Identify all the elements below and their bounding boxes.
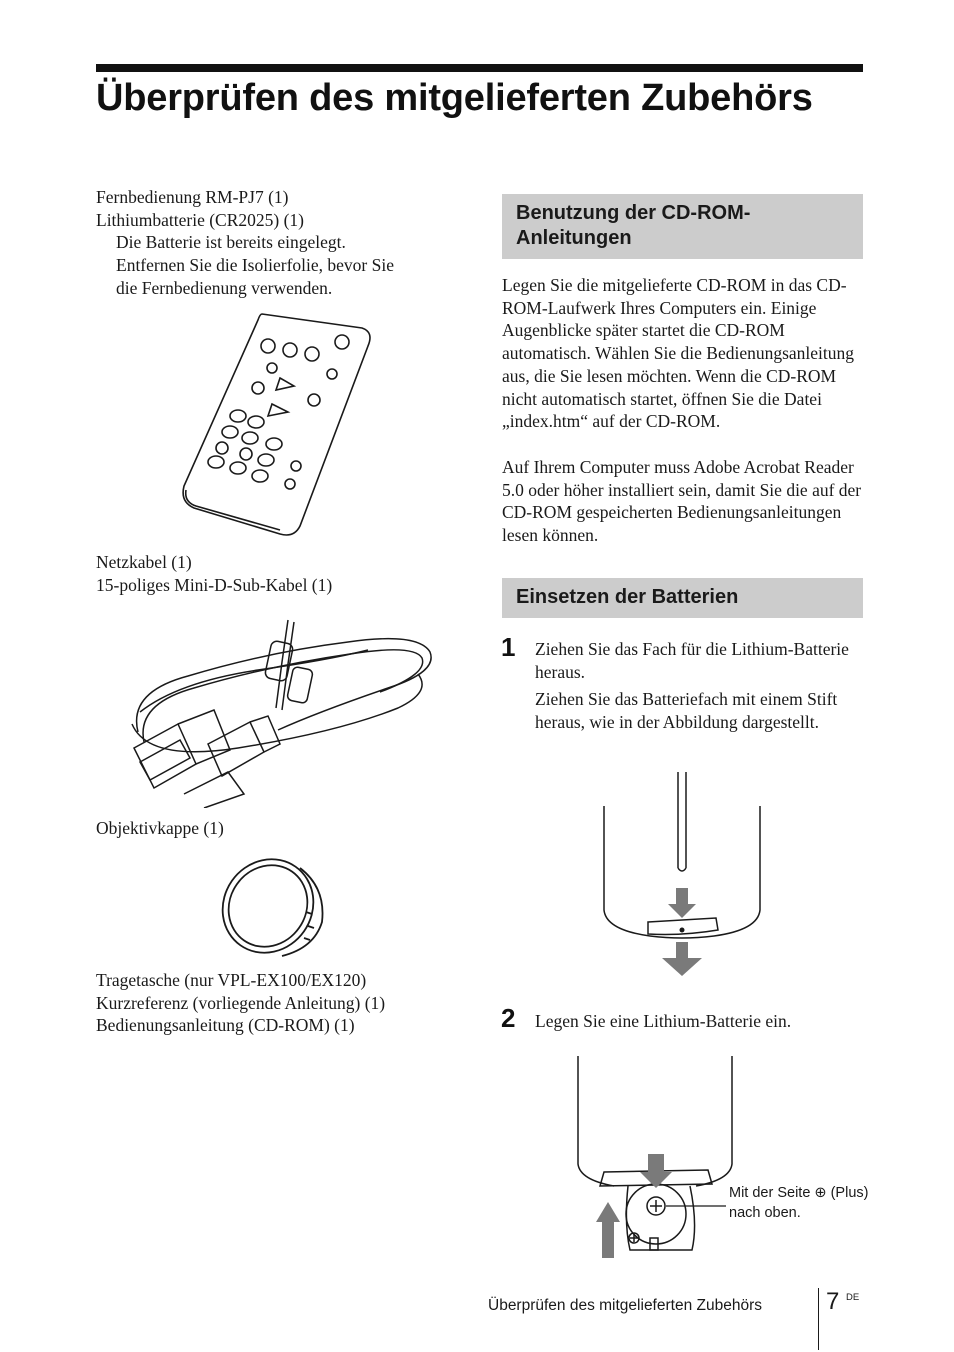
list-note: Entfernen Sie die Isolierfolie, bevor Sie bbox=[116, 255, 394, 276]
lens-cap-icon bbox=[218, 852, 330, 960]
list-item: Fernbedienung RM-PJ7 (1) bbox=[96, 187, 289, 207]
list-item: Tragetasche (nur VPL-EX100/EX120) bbox=[96, 970, 367, 990]
list-item: Kurzreferenz (vorliegende Anleitung) (1) bbox=[96, 992, 386, 1013]
cable-icon bbox=[118, 612, 436, 808]
accessory-list-2 bbox=[96, 551, 476, 596]
step-number-1: 1 bbox=[501, 632, 516, 662]
remote-control-icon bbox=[176, 308, 376, 540]
cdrom-paragraph-1: Legen Sie die mitgelieferte CD-ROM in das CD-ROM-Laufwerk Ihres Computers ein. Einige Augenblicke später startet die CD-ROM automatisch. Wählen Sie die Bedienungsanleitung aus, die Sie lesen möchten. Wenn die CD-ROM nicht automatisch startet, öffnen Sie die Datei „index.htm“ auf der CD-ROM. bbox=[502, 275, 855, 432]
section-heading-cdrom: Benutzung der CD-ROM-Anleitungen bbox=[502, 194, 863, 259]
step-number-2: 2 bbox=[501, 1003, 516, 1033]
page-title: Überprüfen des mitgelieferten Zubehörs bbox=[96, 77, 813, 119]
step-1-detail: Ziehen Sie das Batteriefach mit einem Stift heraus, wie in der Abbildung dargestellt. bbox=[535, 689, 838, 732]
list-note: die Fernbedienung verwenden. bbox=[116, 277, 333, 298]
footer-section-title: Überprüfen des mitgelieferten Zubehörs bbox=[488, 1297, 762, 1314]
accessory-list bbox=[96, 186, 476, 300]
cdrom-paragraph-2: Auf Ihrem Computer muss Adobe Acrobat Reader 5.0 oder höher installiert sein, damit Sie die auf der CD-ROM gespeicherten Bedienungsanleitungen lesen können. bbox=[502, 457, 862, 546]
footer-divider bbox=[818, 1288, 819, 1350]
list-item: Netzkabel (1) bbox=[96, 552, 192, 572]
battery-tray-icon bbox=[574, 1054, 734, 1264]
list-item: Objektivkappe (1) bbox=[96, 818, 224, 838]
list-item: 15-poliges Mini-D-Sub-Kabel (1) bbox=[96, 574, 333, 595]
accessory-list-4 bbox=[96, 969, 476, 1037]
list-item: Bedienungsanleitung (CD-ROM) (1) bbox=[96, 1015, 355, 1036]
tray-removal-icon bbox=[600, 770, 764, 980]
plus-side-callout: Mit der Seite ⊕ (Plus) nach oben. bbox=[729, 1185, 869, 1221]
step-1-title: Ziehen Sie das Fach für die Lithium-Batterie heraus. bbox=[535, 639, 849, 682]
page-number: 7 bbox=[826, 1288, 840, 1315]
section-heading-batteries: Einsetzen der Batterien bbox=[502, 578, 863, 618]
accessory-list-3 bbox=[96, 817, 476, 840]
list-item: Lithiumbatterie (CR2025) (1) bbox=[96, 209, 305, 230]
list-note: Die Batterie ist bereits eingelegt. bbox=[116, 232, 346, 253]
title-rule bbox=[96, 64, 863, 72]
step-2-title: Legen Sie eine Lithium-Batterie ein. bbox=[535, 1011, 792, 1031]
page-language: DE bbox=[846, 1292, 860, 1303]
